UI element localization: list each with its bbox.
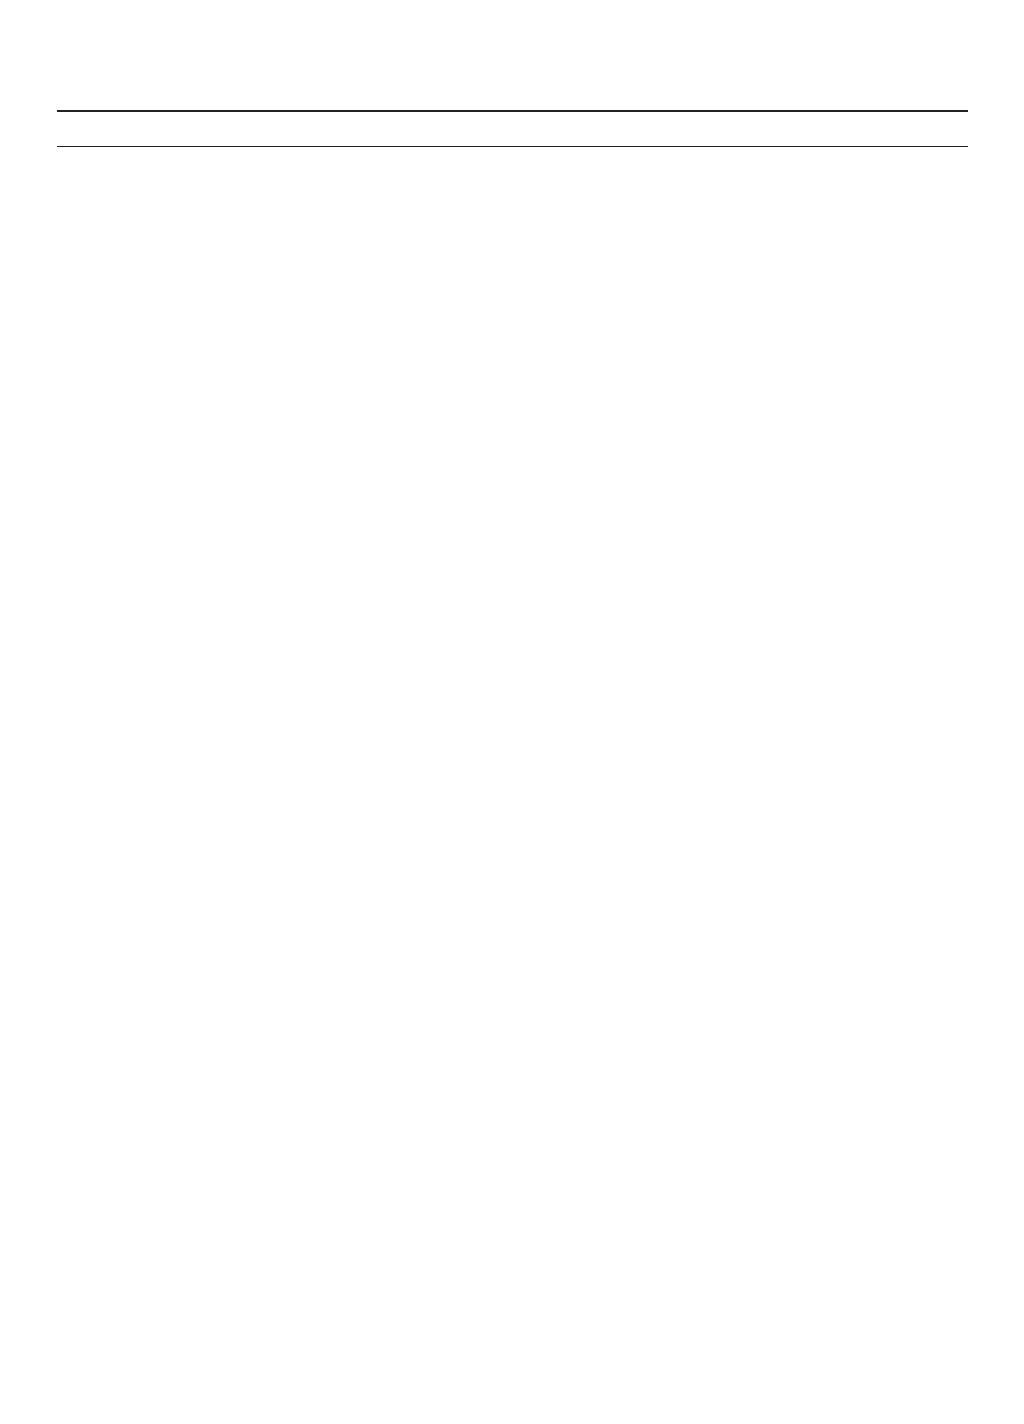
top-rule — [57, 110, 968, 112]
header-rule — [57, 146, 968, 147]
